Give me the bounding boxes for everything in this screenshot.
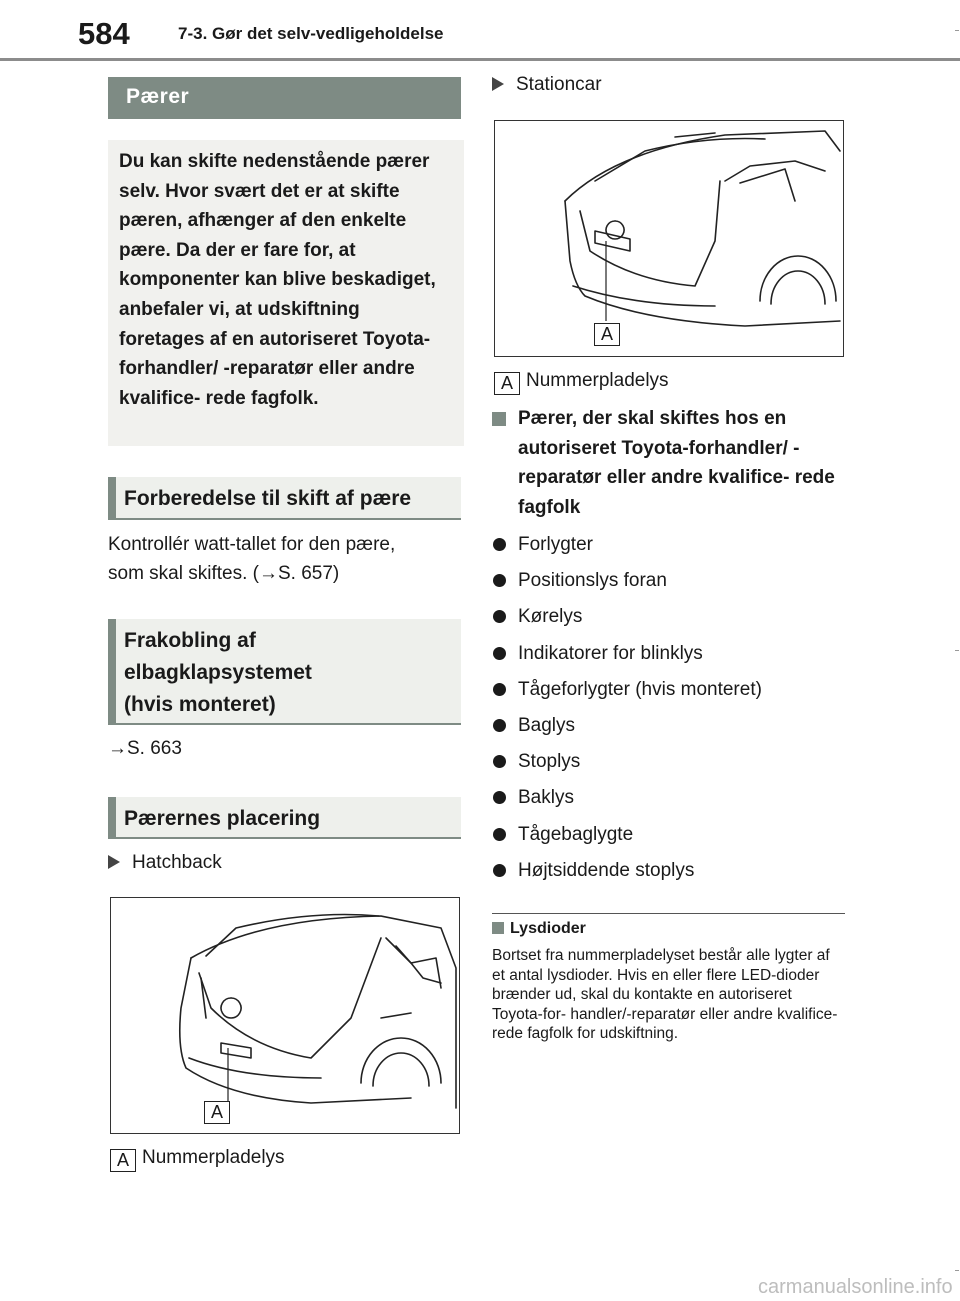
list-item: Stoplys <box>492 747 852 783</box>
heading-placement: Pærernes placering <box>108 797 461 839</box>
preparation-text: Kontrollér watt-tallet for den pære, som skal skiftes. (→S. 657) <box>108 534 396 584</box>
callout-a-label: A <box>494 372 520 395</box>
watermark: carmanualsonline.info <box>758 1276 953 1298</box>
hatchback-illustration <box>110 897 460 1134</box>
square-bullet-icon <box>492 922 504 934</box>
hatchback-caption: Nummerpladelys <box>142 1147 285 1168</box>
chapter-title: 7-3. Gør det selv-vedligeholdelse <box>178 24 444 43</box>
list-item: Højtsiddende stoplys <box>492 856 852 892</box>
page-number: 584 <box>78 16 130 51</box>
header-rule <box>0 58 960 61</box>
list-item: Positionslys foran <box>492 566 852 602</box>
triangle-bullet-icon <box>492 77 504 91</box>
section-title-box <box>108 77 461 119</box>
stationcar-caption: Nummerpladelys <box>526 370 669 391</box>
note-divider <box>492 913 845 914</box>
stationcar-caption-row <box>494 366 669 395</box>
hatchback-caption-row <box>110 1143 285 1172</box>
list-item: Tågeforlygter (hvis monteret) <box>492 675 852 711</box>
hatchback-label: Hatchback <box>132 852 222 873</box>
list-item: Baklys <box>492 783 852 819</box>
list-item: Forlygter <box>492 530 852 566</box>
dealer-bulb-list <box>492 530 852 892</box>
page-header <box>0 0 960 62</box>
stationcar-label: Stationcar <box>516 74 602 95</box>
crop-mark <box>955 650 959 651</box>
section-title: Pærer <box>126 85 190 108</box>
disconnect-ref: →S. 663 <box>108 738 182 759</box>
triangle-bullet-icon <box>108 855 120 869</box>
hatchback-label-row <box>108 848 222 877</box>
heading-preparation: Forberedelse til skift af pære <box>108 477 461 520</box>
note-text: Bortset fra nummerpladelyset består alle lygter af et antal lysdioder. Hvis en eller flere LED-dioder brænder ud, skal du kontakte en autoriseret Toyota-for- handler/-reparatør eller andre kvalifice- rede fagfolk for udskiftning. <box>492 947 838 1042</box>
crop-mark <box>955 1270 959 1271</box>
stationcar-illustration <box>494 120 844 357</box>
callout-a-box: A <box>204 1101 230 1124</box>
callout-a-label: A <box>110 1149 136 1172</box>
car-rear-icon <box>495 121 843 356</box>
car-rear-icon <box>111 898 459 1133</box>
dealer-bulbs-heading: Pærer, der skal skiftes hos en autoriseret Toyota-forhandler/ -reparatør eller andre kvalifice- rede fagfolk <box>492 404 852 522</box>
callout-a-box: A <box>594 323 620 346</box>
note-heading: Lysdioder <box>492 920 586 938</box>
stationcar-label-row <box>492 70 602 99</box>
crop-mark <box>955 30 959 31</box>
heading-disconnect: Frakobling af elbagklapsystemet (hvis monteret) <box>108 619 461 725</box>
intro-text: Du kan skifte nedenstående pærer selv. Hvor svært det er at skifte pæren, afhænger af den enkelte pære. Da der er fare for, at komponenter kan blive beskadiget, anbefaler vi, at udskiftning foretages af en autoriseret Toyota-forhandler/ -reparatør eller andre kvalifice- rede fagfolk. <box>119 151 436 409</box>
intro-box <box>108 140 464 446</box>
list-item: Tågebaglygte <box>492 820 852 856</box>
square-bullet-icon <box>492 412 506 426</box>
list-item: Baglys <box>492 711 852 747</box>
list-item: Kørelys <box>492 602 852 638</box>
list-item: Indikatorer for blinklys <box>492 639 852 675</box>
